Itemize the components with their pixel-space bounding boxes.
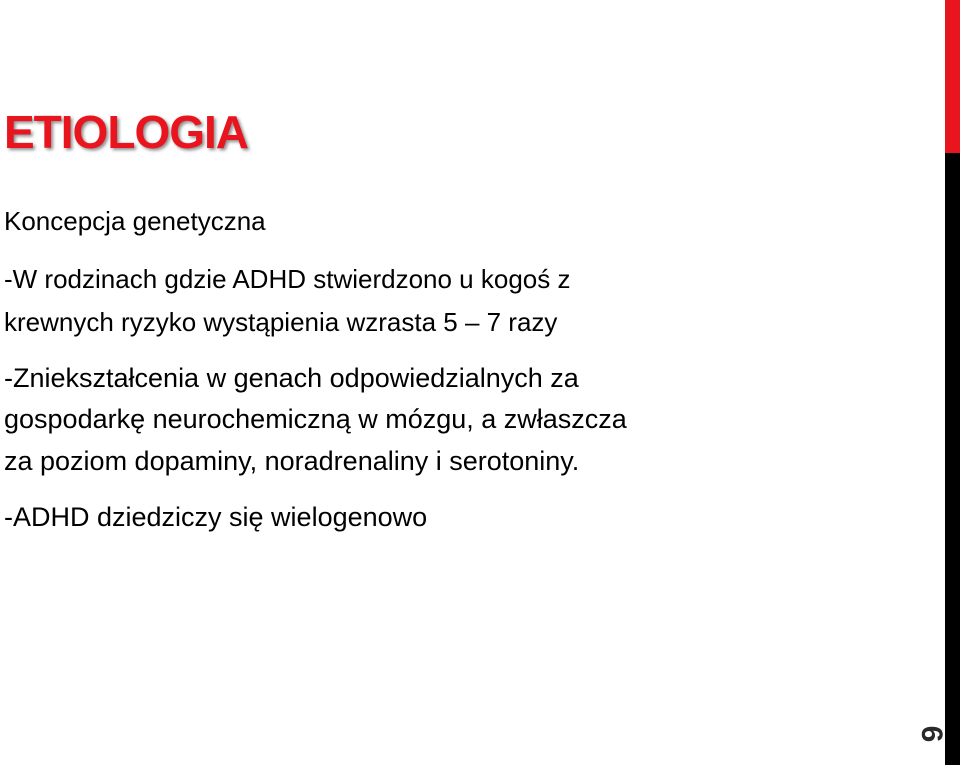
page-number: 6 [915, 725, 948, 743]
paragraph-2-line-3: za poziom dopaminy, noradrenaliny i serotoniny. [4, 446, 580, 476]
paragraph-2-line-1: -Zniekształcenia w genach odpowiedzialnych za [4, 363, 579, 393]
paragraph-1-line-1: -W rodzinach gdzie ADHD stwierdzono u kogoś z [4, 264, 571, 294]
paragraph-1-line-2: krewnych ryzyko wystąpienia wzrasta 5 – 7 razy [4, 307, 558, 337]
side-bar-accent [945, 0, 960, 153]
subtitle: Koncepcja genetyczna [4, 206, 266, 236]
slide-title: ETIOLOGIA [4, 106, 248, 158]
paragraph-3-line-1: -ADHD dziedziczy się wielogenowo [4, 502, 428, 532]
paragraph-2-line-2: gospodarkę neurochemiczną w mózgu, a zwłaszcza [4, 404, 627, 434]
